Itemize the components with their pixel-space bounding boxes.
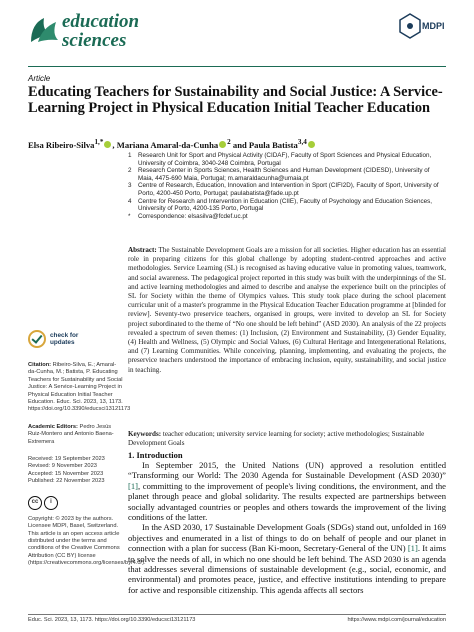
affiliation-number: 3: [128, 182, 132, 190]
check-updates-line1: check for: [50, 332, 79, 339]
check-updates-button[interactable]: [28, 330, 124, 348]
footer-journal-url[interactable]: https://www.mdpi.com/journal/education: [347, 617, 446, 623]
citation: [28, 362, 131, 414]
paper-title: Educating Teachers for Sustainability and Social Justice: A Service-Learning Project in Physical Education Initial Teacher Education: [28, 84, 443, 116]
journal-logo-icon: [28, 12, 60, 46]
mdpi-logo-icon: [398, 12, 446, 42]
paragraph: [128, 460, 446, 522]
affiliation-item: [128, 182, 446, 197]
affiliation-number: 2: [128, 167, 132, 175]
paragraph: [128, 522, 446, 595]
header-divider: [28, 66, 446, 67]
author-affil-sup: 2: [227, 138, 231, 146]
published-date: Published: 22 November 2023: [28, 478, 105, 485]
keywords: [128, 430, 446, 448]
check-updates-icon: [28, 330, 46, 348]
affiliation-number: 1: [128, 152, 132, 159]
citation-label: Citation:: [28, 362, 52, 368]
author-name[interactable]: Elsa Ribeiro-Silva: [28, 139, 95, 150]
received-date: Received: 19 September 2023: [28, 456, 105, 463]
footer-divider: [28, 614, 446, 615]
author-name[interactable]: Paula Batista: [248, 139, 298, 150]
editors-text: Pedro Jesús Ruiz-Montero and Antonio Baena-Extremera: [28, 423, 114, 445]
section-body: [128, 460, 446, 595]
journal-name-line1: education: [62, 11, 140, 32]
keywords-text: teacher education; university service learning for society; active methodologies; Sustainable Development Goals: [128, 430, 425, 448]
correspondence-text[interactable]: Correspondence: elsasilva@fcdef.uc.pt: [138, 212, 248, 220]
license-text: Copyright: © 2023 by the authors. Licensee MDPI, Basel, Switzerland. This article is an open access article distributed under the terms and conditions of the Creative Commons Attribution (CC BY) license (https://creativecommons.org/licenses/by/4.0/).: [28, 515, 146, 567]
cc-icon: cc: [28, 496, 42, 510]
paragraph-text: In the ASD 2030, 17 Sustainable Development Goals (SDGs) stand out, unfolded in 169 objectives and enumerated in a list of things to do on behalf of people and our planet in connection with a plan for success (Ban Ki-moon, Secretary-General of the UN): [128, 522, 446, 554]
check-updates-label: [50, 332, 78, 346]
publisher-name: MDPI: [422, 21, 445, 31]
author-name[interactable]: Mariana Amaral-da-Cunha: [116, 139, 219, 150]
journal-name-line2: sciences: [62, 30, 127, 51]
academic-editors: [28, 424, 124, 446]
reference-link[interactable]: [1]: [128, 480, 139, 491]
keywords-label: Keywords:: [128, 430, 162, 438]
orcid-icon[interactable]: [308, 141, 315, 148]
paragraph-text: . It aims to solve the needs of all, in which no one should be left behind. The ASD 2030 is an agenda that addresses several dimensions of sustainable development (e.g., social, economic, and environmental) and promotes peace, justice, and effective institutions intending to prepare for active and responsible citizenship. This agenda affects all sectors: [128, 543, 446, 595]
page-footer: [28, 617, 446, 623]
affiliation-item: [128, 213, 446, 221]
affiliation-text: Centre of Research, Education, Innovation and Intervention in Sport (CIFI2D), Faculty of Sport, University of Porto, 4200-450 Porto, Portugal; paulabatista@fade.up.pt: [138, 182, 439, 197]
author-separator: ,: [112, 139, 117, 150]
affiliation-item: [128, 152, 446, 167]
accepted-date: Accepted: 15 November 2023: [28, 470, 104, 477]
citation-text[interactable]: Ribeiro-Silva, E.; Amaral-da-Cunha, M.; Batista, P. Educating Teachers for Sustainability and Social Justice: A Service-Learning Project in Physical Education Initial Teacher Education. Educ. Sci. 2023, 13, 1173. https://doi.org/10.3390/educsci13121173: [28, 362, 131, 413]
affiliation-text: Research Unit for Sport and Physical Activity (CIDAF), Faculty of Sport Sciences and Physical Education, University of Coimbra, 3040-248 Coimbra, Portugal: [138, 152, 432, 167]
affiliations: [128, 152, 446, 220]
affiliation-number: *: [128, 212, 131, 220]
author-affil-sup: 1,*: [94, 138, 104, 146]
reference-link[interactable]: [1]: [407, 543, 418, 554]
editors-label: Academic Editors:: [28, 423, 78, 430]
cc-license-badge[interactable]: [28, 496, 124, 510]
author-list: [28, 138, 446, 150]
footer-citation[interactable]: Educ. Sci. 2023, 13, 1173. https://doi.org/10.3390/educsci13121173: [28, 617, 196, 623]
journal-name: [62, 12, 139, 50]
orcid-icon[interactable]: [104, 141, 111, 148]
affiliation-number: 4: [128, 197, 132, 205]
abstract-text: The Sustainable Development Goals are a mission for all societies. Higher education has an essential role in preparing citizens for this global challenge by adopting student-centred approaches and active methodologies. Service Learning (SL) is recognised as having educative value in promoting values, teamwork, and social awareness. The pedagogical project reported in this study was built with the underpinnings of the SL and active learning methodologies and aimed to describe and analyse the experience built on the principles of SL for Society within the theme of Olympics values. This study took place during the school placement curricular unit of a master's programme in the Physical Education Teacher Education programme at [blinded for review]. Seventy-two preservice teachers, organised in groups, were invited to develop an SL for Society project subordinated to the theme of “No one should be left behind” (ASD 2030). An analysis of the 22 projects revealed a spectrum of seven themes: (1) Inclusion, (2) Environment and Sustainability, (3) Gender Equality, (4) Health and Wellness, (5) Olympic and Social Values, (6) Cultural Heritage and Intergenerational Relations, and (7) Learning Communities. While conceiving, planning, implementing, and evaluating the projects, the preservice teachers understood the importance of embracing inclusion, equity, sustainability, and social justice in teaching.: [128, 246, 446, 374]
author-and: and: [230, 139, 249, 150]
affiliation-item: [128, 167, 446, 182]
article-type: Article: [28, 74, 51, 83]
journal-header: [28, 10, 446, 66]
by-icon: i: [44, 496, 58, 510]
paragraph-text: , committing to the improvement of people's living conditions, the environment, and the planet through peace and global solidarity. The results expected are partnerships between socially advantaged countries or peoples and others towards the improvement of the living conditions of the latter.: [128, 480, 446, 523]
affiliation-text: Research Center in Sports Sciences, Health Sciences and Human Development (CIDESD), University of Maia, 4475-690 Maia, Portugal; m.amaraldacunha@umaia.pt: [138, 167, 430, 182]
abstract: [128, 246, 446, 375]
check-updates-line2: updates: [50, 339, 75, 346]
revised-date: Revised: 9 November 2023: [28, 463, 97, 470]
abstract-label: Abstract:: [128, 246, 157, 254]
affiliation-item: [128, 198, 446, 213]
section-heading: 1. Introduction: [128, 450, 183, 460]
affiliation-text: Centre for Research and Intervention in Education (CIIE), Faculty of Psychology and Education Sciences, University of Porto, 4200-135 Porto, Portugal: [138, 197, 433, 213]
paragraph-text: In September 2015, the United Nations (UN) approved a resolution entitled “Transforming our World: The 2030 Agenda for Sustainable Development (ASD 2030)”: [128, 460, 446, 481]
dates: [28, 456, 124, 486]
author-affil-sup: 3,4: [297, 138, 307, 146]
orcid-icon[interactable]: [219, 141, 226, 148]
